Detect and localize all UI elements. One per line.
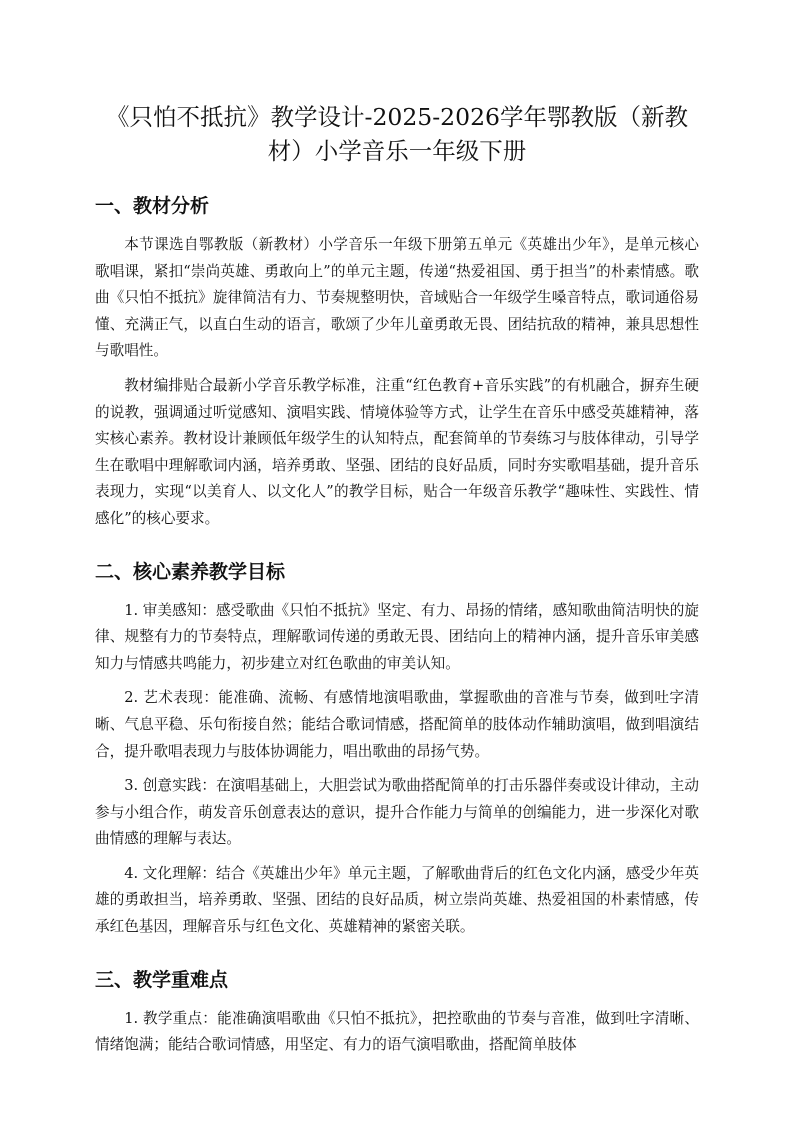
section-heading-material-analysis: 一、教材分析 bbox=[95, 195, 210, 217]
section-heading-core-goals: 二、核心素养教学目标 bbox=[95, 560, 286, 583]
list-item: 1. 教学重点：能准确演唱歌曲《只怕不抵抗》，把控歌曲的节奏与音准，做到吐字清晰、情绪饱满；能结合歌词情感，用坚定、有力的语气演唱歌曲，搭配简单肢体 bbox=[95, 1009, 699, 1054]
list-item: 4. 文化理解：结合《英雄出少年》单元主题，了解歌曲背后的红色文化内涵，感受少年英雄的勇敢担当，培养勇敢、坚强、团结的良好品质，树立崇尚英雄、热爱祖国的朴素情感，传承红色基因，理解音乐与红色文化、英雄精神的紧密关联。 bbox=[95, 864, 699, 936]
paragraph: 本节课选自鄂教版（新教材）小学音乐一年级下册第五单元《英雄出少年》，是单元核心歌唱课，紧扣“崇尚英雄、勇敢向上”的单元主题，传递“热爱祖国、勇于担当”的朴素情感。歌曲《只怕不抵抗》旋律简洁有力、节奏规整明快，音域贴合一年级学生嗓音特点，歌词通俗易懂、充满正气，以直白生动的语言，歌颂了少年儿童勇敢无畏、团结抗敌的精神，兼具思想性与歌唱性。 bbox=[95, 236, 699, 360]
paragraph: 教材编排贴合最新小学音乐教学标准，注重“红色教育+音乐实践”的有机融合，摒弃生硬的说教，强调通过听觉感知、演唱实践、情境体验等方式，让学生在音乐中感受英雄精神，落实核心素养。教材设计兼顾低年级学生的认知特点，配套简单的节奏练习与肢体律动，引导学生在歌唱中理解歌词内涵，培养勇敢、坚强、团结的良好品质，同时夯实歌唱基础，提升音乐表现力，实现“以美育人、以文化人”的教学目标，贴合一年级音乐教学“趣味性、实践性、情感化”的核心要求。 bbox=[95, 376, 699, 527]
list-item: 2. 艺术表现：能准确、流畅、有感情地演唱歌曲，掌握歌曲的音准与节奏，做到吐字清晰、气息平稳、乐句衔接自然；能结合歌词情感，搭配简单的肢体动作辅助演唱，做到唱演结合，提升歌唱表现力与肢体协调能力，唱出歌曲的昂扬气势。 bbox=[95, 689, 699, 760]
document-title: 《只怕不抵抗》教学设计-2025-2026学年鄂教版（新教材）小学音乐一年级下册 bbox=[106, 103, 688, 165]
list-item: 3. 创意实践：在演唱基础上，大胆尝试为歌曲搭配简单的打击乐器伴奏或设计律动，主动参与小组合作，萌发音乐创意表达的意识，提升合作能力与简单的创编能力，进一步深化对歌曲情感的理解与表达。 bbox=[95, 777, 699, 848]
list-item: 1. 审美感知：感受歌曲《只怕不抵抗》坚定、有力、昂扬的情绪，感知歌曲简洁明快的旋律、规整有力的节奏特点，理解歌词传递的勇敢无畏、团结向上的精神内涵，提升音乐审美感知力与情感共鸣能力，初步建立对红色歌曲的审美认知。 bbox=[95, 601, 699, 672]
section-heading-key-points: 三、教学重难点 bbox=[95, 968, 229, 991]
